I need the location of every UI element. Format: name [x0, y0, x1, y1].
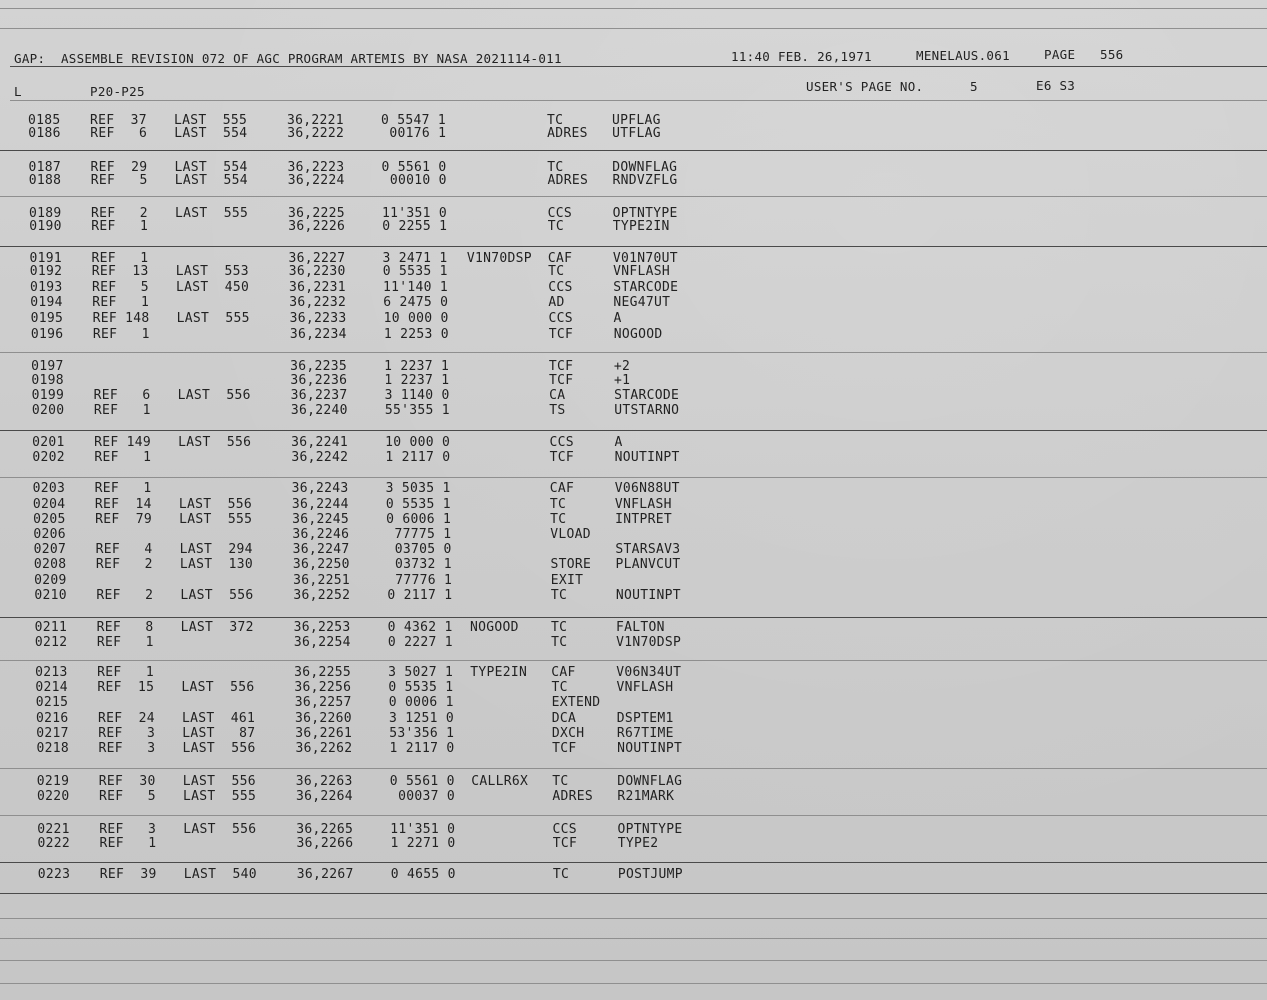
octal-word: 1 2237 1 — [384, 359, 450, 374]
line-number: 0190 — [29, 219, 62, 234]
opcode: CCS — [548, 311, 573, 326]
ref-count: REF 30 — [98, 774, 156, 789]
line-number: 0199 — [31, 388, 65, 403]
address: 36,2265 — [296, 822, 354, 837]
address: 36,2247 — [292, 542, 350, 557]
section-title: P20-P25 — [90, 84, 145, 99]
opcode: STORE — [550, 557, 592, 572]
line-number: 0194 — [30, 295, 63, 310]
operand: OPTNTYPE — [612, 206, 678, 221]
ref-count: REF 5 — [90, 173, 148, 188]
line-number: 0218 — [36, 741, 69, 756]
address: 36,2222 — [287, 126, 345, 141]
ref-count: REF 5 — [92, 280, 149, 295]
address: 36,2264 — [295, 789, 353, 804]
line-number: 0216 — [35, 711, 69, 726]
group-separator — [0, 246, 1267, 247]
opcode: TC — [549, 497, 567, 512]
address: 36,2221 — [287, 113, 344, 128]
opcode: TS — [549, 403, 566, 418]
opcode: CCS — [552, 822, 577, 837]
octal-word: 0 4655 0 — [390, 867, 456, 882]
octal-word: 03705 0 — [394, 542, 452, 557]
address: 36,2226 — [288, 219, 346, 234]
operand: V01N70UT — [612, 251, 678, 266]
octal-word: 1 2117 0 — [385, 450, 451, 465]
page-label: PAGE — [1044, 47, 1076, 62]
address: 36,2231 — [289, 280, 346, 295]
column-l-marker: L — [14, 84, 22, 99]
opcode: CCS — [549, 435, 574, 450]
operand: +2 — [613, 359, 631, 374]
operand: A — [614, 435, 623, 450]
octal-word: 0 2255 1 — [382, 219, 448, 234]
ref-count: REF 2 — [96, 588, 154, 603]
address: 36,2233 — [289, 311, 347, 326]
octal-word: 3 2471 1 — [382, 251, 448, 266]
ref-count: REF 2 — [91, 206, 148, 221]
line-number: 0213 — [35, 665, 68, 680]
ref-count: REF 29 — [90, 160, 148, 175]
opcode: TCF — [552, 741, 577, 756]
opcode: VLOAD — [550, 527, 591, 542]
last-ref: LAST 130 — [179, 557, 254, 572]
ref-count: REF 1 — [94, 450, 152, 465]
address: 36,2266 — [296, 836, 354, 851]
line-number: 0221 — [37, 822, 70, 837]
line-number: 0206 — [33, 527, 66, 542]
operand: R67TIME — [616, 726, 674, 741]
line-number: 0222 — [37, 836, 70, 851]
octal-word: 0 5561 0 — [389, 774, 455, 789]
line-number: 0196 — [30, 327, 64, 342]
address: 36,2261 — [295, 726, 353, 741]
octal-word: 00010 0 — [389, 173, 447, 188]
opcode: ADRES — [547, 126, 588, 141]
ref-count: REF 1 — [99, 836, 157, 851]
octal-word: 77775 1 — [394, 527, 452, 542]
opcode: TC — [551, 680, 568, 695]
ref-count: REF 2 — [95, 557, 153, 572]
address: 36,2232 — [289, 295, 347, 310]
sheet-code: E6 S3 — [1036, 78, 1076, 93]
opcode: DXCH — [551, 726, 585, 741]
opcode: TC — [548, 264, 565, 279]
ref-count: REF 1 — [92, 327, 150, 342]
opcode: DCA — [551, 711, 577, 726]
opcode: TC — [551, 635, 568, 650]
octal-word: 3 1251 0 — [388, 711, 454, 726]
address: 36,2260 — [294, 711, 352, 726]
group-separator — [0, 430, 1267, 431]
operand: STARCODE — [613, 280, 679, 295]
opcode: TC — [550, 588, 568, 603]
ref-count: REF 149 — [94, 435, 151, 450]
symbol-label: V1N70DSP — [466, 251, 532, 266]
address: 36,2244 — [291, 497, 349, 512]
opcode: TCF — [549, 450, 574, 465]
opcode: CAF — [549, 481, 575, 496]
last-ref: LAST 555 — [176, 311, 250, 326]
octal-word: 0 5535 1 — [385, 497, 451, 512]
opcode: TC — [552, 867, 570, 882]
ref-count: REF 1 — [93, 403, 151, 418]
octal-word: 77776 1 — [395, 573, 453, 588]
last-ref: LAST 556 — [180, 588, 254, 603]
last-ref: LAST 554 — [174, 173, 248, 188]
address: 36,2237 — [290, 388, 348, 403]
octal-word: 10 000 0 — [385, 435, 451, 450]
operand: STARSAV3 — [615, 542, 681, 557]
octal-word: 1 2237 1 — [384, 373, 450, 388]
address: 36,2250 — [292, 557, 350, 572]
line-number: 0211 — [34, 620, 68, 635]
line-number: 0197 — [31, 359, 64, 374]
address: 36,2256 — [294, 680, 352, 695]
opcode: TCF — [548, 327, 574, 342]
ref-count: REF 3 — [98, 726, 156, 741]
last-ref: LAST 556 — [177, 388, 251, 403]
address: 36,2242 — [291, 450, 349, 465]
ref-count: REF 1 — [91, 251, 149, 266]
address: 36,2224 — [287, 173, 345, 188]
symbol-label: TYPE2IN — [470, 665, 528, 680]
ref-count: REF 1 — [92, 295, 150, 310]
operand: R21MARK — [617, 789, 675, 804]
line-number: 0223 — [37, 867, 71, 882]
ref-count: REF 13 — [91, 264, 149, 279]
last-ref: LAST 556 — [182, 741, 256, 756]
octal-word: 10 000 0 — [383, 311, 449, 326]
opcode: EXTEND — [551, 695, 601, 710]
line-number: 0195 — [30, 311, 64, 326]
octal-word: 55'355 1 — [384, 403, 450, 418]
opcode: TC — [552, 774, 569, 789]
octal-word: 0 2227 1 — [387, 635, 453, 650]
line-number: 0191 — [29, 251, 63, 266]
last-ref: LAST 555 — [182, 789, 257, 804]
line-number: 0192 — [29, 264, 63, 279]
operand: V06N88UT — [614, 481, 680, 496]
last-ref: LAST 540 — [183, 867, 257, 882]
ref-count: REF 14 — [94, 497, 152, 512]
line-number: 0208 — [33, 557, 67, 572]
header-rule — [10, 66, 1267, 67]
address: 36,2252 — [293, 588, 351, 603]
octal-word: 0 5535 1 — [382, 264, 448, 279]
ref-count: REF 6 — [90, 126, 148, 141]
operand: +1 — [614, 373, 631, 388]
ref-count: REF 39 — [99, 867, 157, 882]
address: 36,2230 — [288, 264, 346, 279]
address: 36,2255 — [294, 665, 352, 680]
last-ref: LAST 554 — [174, 126, 248, 141]
ref-count: REF 37 — [90, 113, 147, 128]
opcode: ADRES — [552, 789, 594, 804]
operand: UPFLAG — [612, 113, 661, 128]
octal-word: 00037 0 — [398, 789, 455, 804]
opcode: TCF — [548, 359, 574, 374]
operand: V06N34UT — [616, 665, 682, 680]
last-ref: LAST 553 — [175, 264, 249, 279]
symbol-label: NOGOOD — [470, 620, 519, 635]
octal-word: 11'351 0 — [390, 822, 456, 837]
octal-word: 11'140 1 — [383, 280, 449, 295]
opcode: TC — [547, 113, 564, 128]
line-number: 0198 — [31, 373, 64, 388]
ref-count: REF 1 — [96, 635, 154, 650]
last-ref: LAST 556 — [182, 774, 256, 789]
line-number: 0202 — [32, 450, 65, 465]
operand: NOGOOD — [613, 327, 663, 342]
opcode: TC — [547, 160, 564, 175]
octal-word: 0 2117 1 — [387, 588, 453, 603]
octal-word: 03732 1 — [395, 557, 452, 572]
operand: FALTON — [616, 620, 665, 635]
opcode: CCS — [548, 280, 573, 295]
line-number: 0217 — [36, 726, 69, 741]
last-ref: LAST 87 — [182, 726, 256, 741]
ref-count: REF 79 — [95, 512, 153, 527]
line-number: 0201 — [32, 435, 65, 450]
operand: DOWNFLAG — [612, 160, 678, 175]
octal-word: 1 2271 0 — [390, 836, 456, 851]
operand: VNFLASH — [614, 497, 672, 512]
last-ref: LAST 372 — [180, 620, 254, 635]
last-ref: LAST 555 — [179, 512, 253, 527]
octal-word: 3 1140 0 — [384, 388, 450, 403]
octal-word: 0 5561 0 — [381, 160, 447, 175]
operand: UTSTARNO — [614, 403, 680, 418]
opcode: CA — [549, 388, 566, 403]
operand: VNFLASH — [613, 264, 670, 279]
line-number: 0205 — [33, 512, 66, 527]
ref-count: REF 148 — [92, 311, 150, 326]
last-ref: LAST 555 — [175, 206, 249, 221]
address: 36,2235 — [290, 359, 347, 374]
line-number: 0210 — [34, 588, 67, 603]
address: 36,2241 — [291, 435, 348, 450]
operand: NOUTINPT — [615, 588, 681, 603]
opcode: TC — [551, 620, 568, 635]
last-ref: LAST 450 — [176, 280, 250, 295]
octal-word: 11'351 0 — [382, 206, 448, 221]
address: 36,2225 — [288, 206, 345, 221]
octal-word: 53'356 1 — [389, 726, 455, 741]
print-timestamp: 11:40 FEB. 26,1971 — [731, 49, 872, 64]
line-number: 0186 — [28, 126, 61, 141]
opcode: AD — [548, 295, 565, 310]
operand: PLANVCUT — [615, 557, 681, 572]
opcode: ADRES — [547, 173, 589, 188]
ref-count: REF 3 — [98, 741, 156, 756]
octal-word: 00176 1 — [389, 126, 447, 141]
operand: A — [613, 311, 622, 326]
last-ref: LAST 461 — [181, 711, 256, 726]
operand: DOWNFLAG — [617, 774, 683, 789]
opcode: TCF — [549, 373, 574, 388]
ref-count: REF 6 — [93, 388, 151, 403]
ref-count: REF 4 — [95, 542, 153, 557]
octal-word: 0 5547 1 — [380, 113, 446, 128]
address: 36,2253 — [293, 620, 351, 635]
octal-word: 3 5035 1 — [385, 481, 451, 496]
line-number: 0204 — [32, 497, 66, 512]
line-number: 0215 — [35, 695, 69, 710]
symbol-label: CALLR6X — [471, 774, 529, 789]
address: 36,2223 — [287, 160, 345, 175]
opcode: TC — [547, 219, 565, 234]
listing-title: GAP: ASSEMBLE REVISION 072 OF AGC PROGRAM ARTEMIS BY NASA 2021114-011 — [14, 51, 562, 66]
last-ref: LAST 555 — [174, 113, 248, 128]
address: 36,2257 — [294, 695, 352, 710]
last-ref: LAST 556 — [178, 435, 252, 450]
operand: NOUTINPT — [614, 450, 680, 465]
ref-count: REF 5 — [98, 789, 156, 804]
operand: TYPE2 — [617, 836, 659, 851]
group-separator — [0, 862, 1267, 863]
octal-word: 1 2117 0 — [389, 741, 455, 756]
octal-word: 0 5535 1 — [388, 680, 454, 695]
line-number: 0189 — [29, 206, 62, 221]
operand: RNDVZFLG — [612, 173, 678, 188]
operand: STARCODE — [614, 388, 680, 403]
octal-word: 0 0006 1 — [388, 695, 454, 710]
line-number: 0209 — [34, 573, 67, 588]
ref-count: REF 1 — [91, 219, 149, 234]
operand: DSPTEM1 — [616, 711, 674, 726]
octal-word: 3 5027 1 — [388, 665, 454, 680]
address: 36,2267 — [296, 867, 354, 882]
opcode: CCS — [547, 206, 572, 221]
ref-count: REF 24 — [97, 711, 155, 726]
address: 36,2246 — [292, 527, 350, 542]
opcode: CAF — [551, 665, 576, 680]
line-number: 0185 — [28, 113, 61, 128]
opcode: TC — [550, 512, 567, 527]
address: 36,2251 — [293, 573, 351, 588]
line-number: 0187 — [28, 160, 62, 175]
octal-word: 6 2475 0 — [383, 295, 449, 310]
line-number: 0214 — [35, 680, 68, 695]
operand: VNFLASH — [616, 680, 674, 695]
users-page-label: USER'S PAGE NO. — [806, 79, 924, 94]
operand: INTPRET — [615, 512, 672, 527]
operand: OPTNTYPE — [617, 822, 683, 837]
operand: POSTJUMP — [617, 867, 683, 882]
operand: TYPE2IN — [612, 219, 670, 234]
line-number: 0212 — [34, 635, 68, 650]
group-separator — [0, 617, 1267, 618]
line-number: 0219 — [36, 774, 70, 789]
line-number: 0193 — [30, 280, 63, 295]
address: 36,2227 — [288, 251, 346, 266]
ref-count: REF 1 — [97, 665, 155, 680]
operand: NOUTINPT — [617, 741, 683, 756]
opcode: EXIT — [550, 573, 584, 588]
octal-word: 0 6006 1 — [386, 512, 452, 527]
last-ref: LAST 556 — [181, 680, 255, 695]
group-separator — [0, 150, 1267, 151]
ref-count: REF 15 — [97, 680, 155, 695]
last-ref: LAST 294 — [179, 542, 253, 557]
address: 36,2254 — [293, 635, 351, 650]
ref-count: REF 3 — [99, 822, 157, 837]
address: 36,2234 — [289, 327, 347, 342]
line-number: 0203 — [32, 481, 66, 496]
operand: NEG47UT — [613, 295, 671, 310]
address: 36,2245 — [292, 512, 350, 527]
last-ref: LAST 554 — [174, 160, 248, 175]
line-number: 0188 — [28, 173, 62, 188]
address: 36,2236 — [290, 373, 348, 388]
operator-id: MENELAUS.061 — [916, 48, 1010, 63]
opcode: TCF — [552, 836, 578, 851]
octal-word: 1 2253 0 — [383, 327, 449, 342]
page-number: 556 — [1100, 47, 1124, 62]
address: 36,2240 — [290, 403, 348, 418]
address: 36,2262 — [295, 741, 353, 756]
address: 36,2243 — [291, 481, 349, 496]
line-number: 0200 — [31, 403, 65, 418]
address: 36,2263 — [295, 774, 353, 789]
opcode: CAF — [547, 251, 573, 266]
line-number: 0220 — [36, 789, 70, 804]
last-ref: LAST 556 — [183, 822, 257, 837]
last-ref: LAST 556 — [178, 497, 252, 512]
line-number: 0207 — [33, 542, 67, 557]
octal-word: 0 4362 1 — [387, 620, 453, 635]
users-page-number: 5 — [970, 79, 978, 94]
operand: UTFLAG — [612, 126, 661, 141]
ref-count: REF 1 — [94, 481, 152, 496]
ref-count: REF 8 — [96, 620, 154, 635]
operand: V1N70DSP — [616, 635, 682, 650]
